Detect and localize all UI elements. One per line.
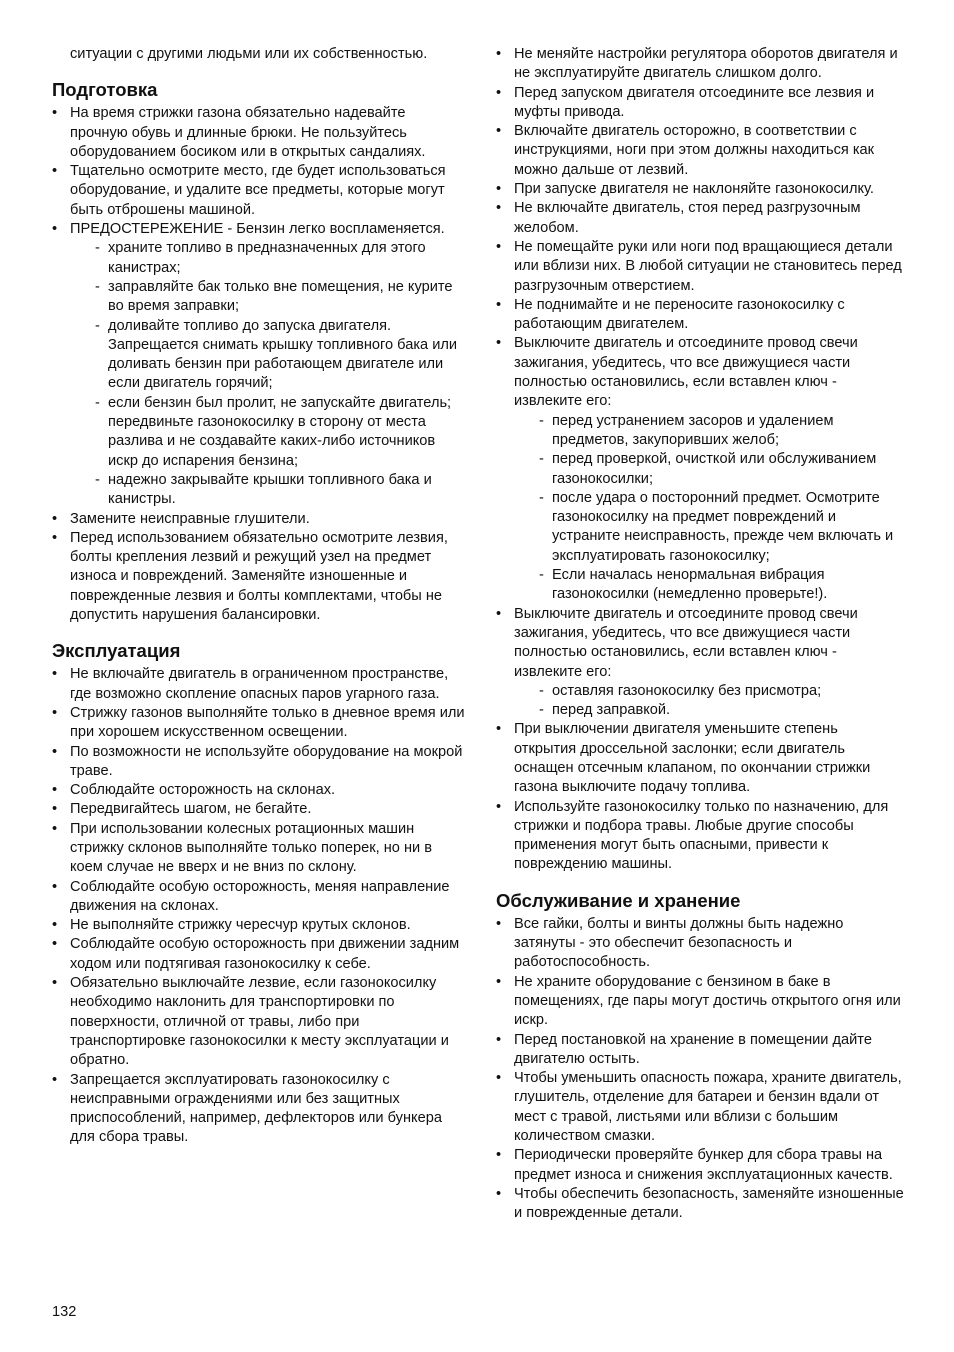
bullet-icon: •: [52, 704, 58, 721]
maintenance-list: [496, 915, 904, 1224]
dash-icon: -: [95, 471, 100, 488]
bullet-icon: •: [52, 936, 58, 953]
list-item: • При выключении двигателя уменьшите степень открытия дроссельной заслонки; если двигатель оснащен отсечным клапаном, по окончании стрижки газона выключите подачу топлива.: [496, 721, 871, 796]
sub-list-item: - после удара о посторонний предмет. Осмотрите газонокосилку на предмет повреждений и устраните неисправность, прежде чем включать и эксплуатировать газонокосилку;: [539, 489, 894, 564]
bullet-icon: •: [496, 973, 502, 990]
list-item: • Периодически проверяйте бункер для сбора травы на предмет износа и снижения эксплуатационных качеств.: [496, 1147, 893, 1183]
bullet-icon: •: [496, 1031, 502, 1048]
preparation-list: [52, 104, 466, 625]
list-item: • Все гайки, болты и винты должны быть надежно затянуты - это обеспечит безопасность и работоспособность.: [496, 915, 844, 971]
bullet-icon: •: [52, 221, 58, 238]
list-item: • По возможности не используйте оборудование на мокрой траве.: [52, 743, 463, 779]
list-item: • Перед постановкой на хранение в помещении дайте двигателю остыть.: [496, 1031, 872, 1067]
dash-icon: -: [95, 240, 100, 257]
list-item: • Замените неисправные глушители.: [52, 510, 466, 529]
bullet-icon: •: [52, 510, 58, 527]
page-number: 132: [52, 1304, 77, 1320]
bullet-icon: •: [496, 296, 502, 313]
list-item: • Выключите двигатель и отсоедините провод свечи зажигания, убедитесь, что все движущиеся части полностью остановились, если вставлен ключ - извлеките его: - оставляя газонокосилку без присмотра; - перед заправкой.: [496, 605, 904, 721]
list-item: • Используйте газонокосилку только по назначению, для стрижки и подбора травы. Любые другие способы применения могут быть опасными, привести к повреждению машины.: [496, 798, 889, 873]
dash-icon: -: [539, 412, 544, 429]
sub-list: [514, 682, 904, 721]
bullet-icon: •: [52, 975, 58, 992]
list-item: • Не храните оборудование с бензином в баке в помещениях, где пары могут достичь открытого огня или искр.: [496, 973, 901, 1029]
bullet-icon: •: [52, 743, 58, 760]
bullet-icon: •: [496, 200, 502, 217]
bullet-icon: •: [52, 878, 58, 895]
dash-icon: -: [539, 702, 544, 719]
section-title-operation: Эксплуатация: [52, 640, 181, 662]
sub-list-item: - перед проверкой, очисткой или обслуживанием газонокосилки;: [539, 451, 877, 487]
sub-list-item: - перед устранением засоров и удалением предметов, закупоривших желоб;: [539, 412, 834, 448]
sub-list-item: - доливайте топливо до запуска двигателя. Запрещается снимать крышку топливного бака или доливать бензин при работающем двигателе или если двигатель горячий;: [95, 317, 458, 392]
list-item: • Не включайте двигатель, стоя перед разгрузочным желобом.: [496, 200, 861, 236]
list-item: • ПРЕДОСТЕРЕЖЕНИЕ - Бензин легко воспламеняется. - храните топливо в предназначенных для этого канистрах; - заправляйте бак только вне помещения, не курите во время заправки; - доливайте топливо до запуска двигателя. Запрещается снимать крышку топливного бака или доливать бензин при работающем двигателе или если двигатель горячий; - если бензин был пролит, не запускайте двигатель; передвиньте газонокосилку в сторону от места разлива и не создавайте каких-либо источников искр до испарения бензина; - надежно закрывайте крышки топливного бака и канистры.: [52, 220, 466, 509]
bullet-icon: •: [52, 163, 58, 180]
sub-list-item: - заправляйте бак только вне помещения, не курите во время заправки;: [95, 278, 453, 315]
bullet-icon: •: [496, 46, 502, 62]
list-item: • Соблюдайте особую осторожность, меняя направление движения на склонах.: [52, 878, 450, 914]
operation-list: [52, 665, 466, 1147]
list-item: • Перед запуском двигателя отсоедините все лезвия и муфты привода.: [496, 84, 875, 120]
list-item: • Не меняйте настройки регулятора оборотов двигателя и не эксплуатируйте двигатель слишком долго.: [496, 46, 898, 82]
sub-list-item: - перед заправкой.: [533, 701, 904, 720]
bullet-icon: •: [496, 123, 502, 140]
list-item: • Не выполняйте стрижку чересчур крутых склонов.: [52, 916, 466, 935]
list-item: • Передвигайтесь шагом, не бегайте.: [52, 800, 466, 819]
bullet-icon: •: [496, 1185, 502, 1202]
list-item: • Не помещайте руки или ноги под вращающиеся детали или вблизи них. В любой ситуации не становитесь перед разгрузочным отверстием.: [496, 238, 902, 294]
bullet-icon: •: [496, 238, 502, 255]
dash-icon: -: [95, 394, 100, 411]
section-title-preparation: Подготовка: [52, 79, 158, 101]
sub-list-item: - Если началась ненормальная вибрация газонокосилки (немедленно проверьте!).: [539, 567, 828, 603]
dash-icon: -: [539, 567, 544, 584]
bullet-icon: •: [52, 820, 58, 837]
bullet-icon: •: [496, 1070, 502, 1087]
bullet-icon: •: [52, 105, 58, 122]
dash-icon: -: [539, 451, 544, 468]
bullet-icon: •: [52, 801, 58, 818]
list-item: • Соблюдайте осторожность на склонах.: [52, 781, 466, 800]
sub-list: [70, 239, 466, 509]
list-item: • Выключите двигатель и отсоедините провод свечи зажигания, убедитесь, что все движущиеся части полностью остановились, если вставлен ключ - извлеките его: - перед устранением засоров и удалением предметов, закупоривших желоб; - перед проверкой, очисткой или обслуживанием газонокосилки; - после удара о посторонний предмет. Осмотрите газонокосилку на предмет повреждений и устраните неисправность, прежде чем включать и эксплуатировать газонокосилку; - Если началась ненормальная вибрация газонокосилки (немедленно проверьте!).: [496, 334, 904, 604]
list-item: • При использовании колесных ротационных машин стрижку склонов выполняйте только поперек, но ни в коем случае не вверх и не вниз по склону.: [52, 820, 432, 876]
sub-list-item: - оставляя газонокосилку без присмотра;: [533, 682, 904, 701]
bullet-icon: •: [52, 666, 58, 683]
bullet-icon: •: [496, 181, 502, 198]
dash-icon: -: [539, 682, 544, 699]
bullet-icon: •: [496, 605, 502, 622]
bullet-icon: •: [52, 782, 58, 799]
bullet-icon: •: [496, 798, 502, 815]
list-item: • Чтобы уменьшить опасность пожара, храните двигатель, глушитель, отделение для батареи и бензин вдали от мест с травой, листьями или вблизи с большим количеством смазки.: [496, 1070, 902, 1145]
list-item: • Тщательно осмотрите место, где будет использоваться оборудование, и удалите все предметы, которые могут быть отброшены машиной.: [52, 163, 446, 218]
dash-icon: -: [95, 317, 100, 334]
list-item: • Обязательно выключайте лезвие, если газонокосилку необходимо наклонить для транспортировки по поверхности, отличной от травы, либо при транспортировке газонокосилки к месту эксплуатации и обратно.: [52, 975, 449, 1069]
left-column: [52, 45, 466, 1148]
list-item: • Перед использованием обязательно осмотрите лезвия, болты крепления лезвий и режущий узел на предмет износа и повреждений. Заменяйте изношенные и поврежденные лезвия и болты комплектами, чтобы не допустить нарушения балансировки.: [52, 529, 448, 624]
operation-list-continued: [496, 45, 904, 875]
list-item: • Не включайте двигатель в ограниченном пространстве, где возможно скопление опасных паров угарного газа.: [52, 666, 449, 702]
list-item: • Чтобы обеспечить безопасность, заменяйте изношенные и поврежденные детали.: [496, 1185, 904, 1222]
right-column: [496, 45, 904, 1224]
sub-list-item: - если бензин был пролит, не запускайте двигатель; передвиньте газонокосилку в сторону от места разлива и не создавайте каких-либо источников искр до испарения бензина;: [95, 394, 452, 469]
list-item: • На время стрижки газона обязательно надевайте прочную обувь и длинные брюки. Не пользуйтесь оборудованием босиком или в открытых сандалиях.: [52, 105, 426, 160]
dash-icon: -: [539, 489, 544, 506]
bullet-icon: •: [52, 917, 58, 934]
bullet-icon: •: [52, 1071, 58, 1088]
list-item: • Включайте двигатель осторожно, в соответствии с инструкциями, ноги при этом должны находиться как можно дальше от лезвий.: [496, 123, 875, 178]
bullet-icon: •: [496, 335, 502, 352]
list-item: • Запрещается эксплуатировать газонокосилку с неисправными ограждениями или без защитных приспособлений, например, дефлекторов или бункера для сбора травы.: [52, 1071, 442, 1146]
sub-list-item: - надежно закрывайте крышки топливного бака и канистры.: [95, 471, 432, 508]
dash-icon: -: [95, 278, 100, 295]
list-item: • Стрижку газонов выполняйте только в дневное время или при хорошем искусственном освещении.: [52, 704, 465, 741]
sub-list: [514, 412, 904, 605]
section-title-maintenance: Обслуживание и хранение: [496, 889, 741, 911]
list-item: • Не поднимайте и не переносите газонокосилку с работающим двигателем.: [496, 296, 845, 333]
bullet-icon: •: [496, 721, 502, 738]
bullet-icon: •: [496, 84, 502, 101]
bullet-icon: •: [496, 915, 502, 932]
continued-text: ситуации с другими людьми или их собственностью.: [70, 46, 428, 62]
list-item: • При запуске двигателя не наклоняйте газонокосилку.: [496, 180, 904, 199]
list-item: • Соблюдайте особую осторожность при движении задним ходом или подтягивая газонокосилку к себе.: [52, 936, 460, 972]
sub-list-item: - храните топливо в предназначенных для этого канистрах;: [95, 240, 426, 276]
bullet-icon: •: [496, 1147, 502, 1164]
bullet-icon: •: [52, 529, 58, 546]
